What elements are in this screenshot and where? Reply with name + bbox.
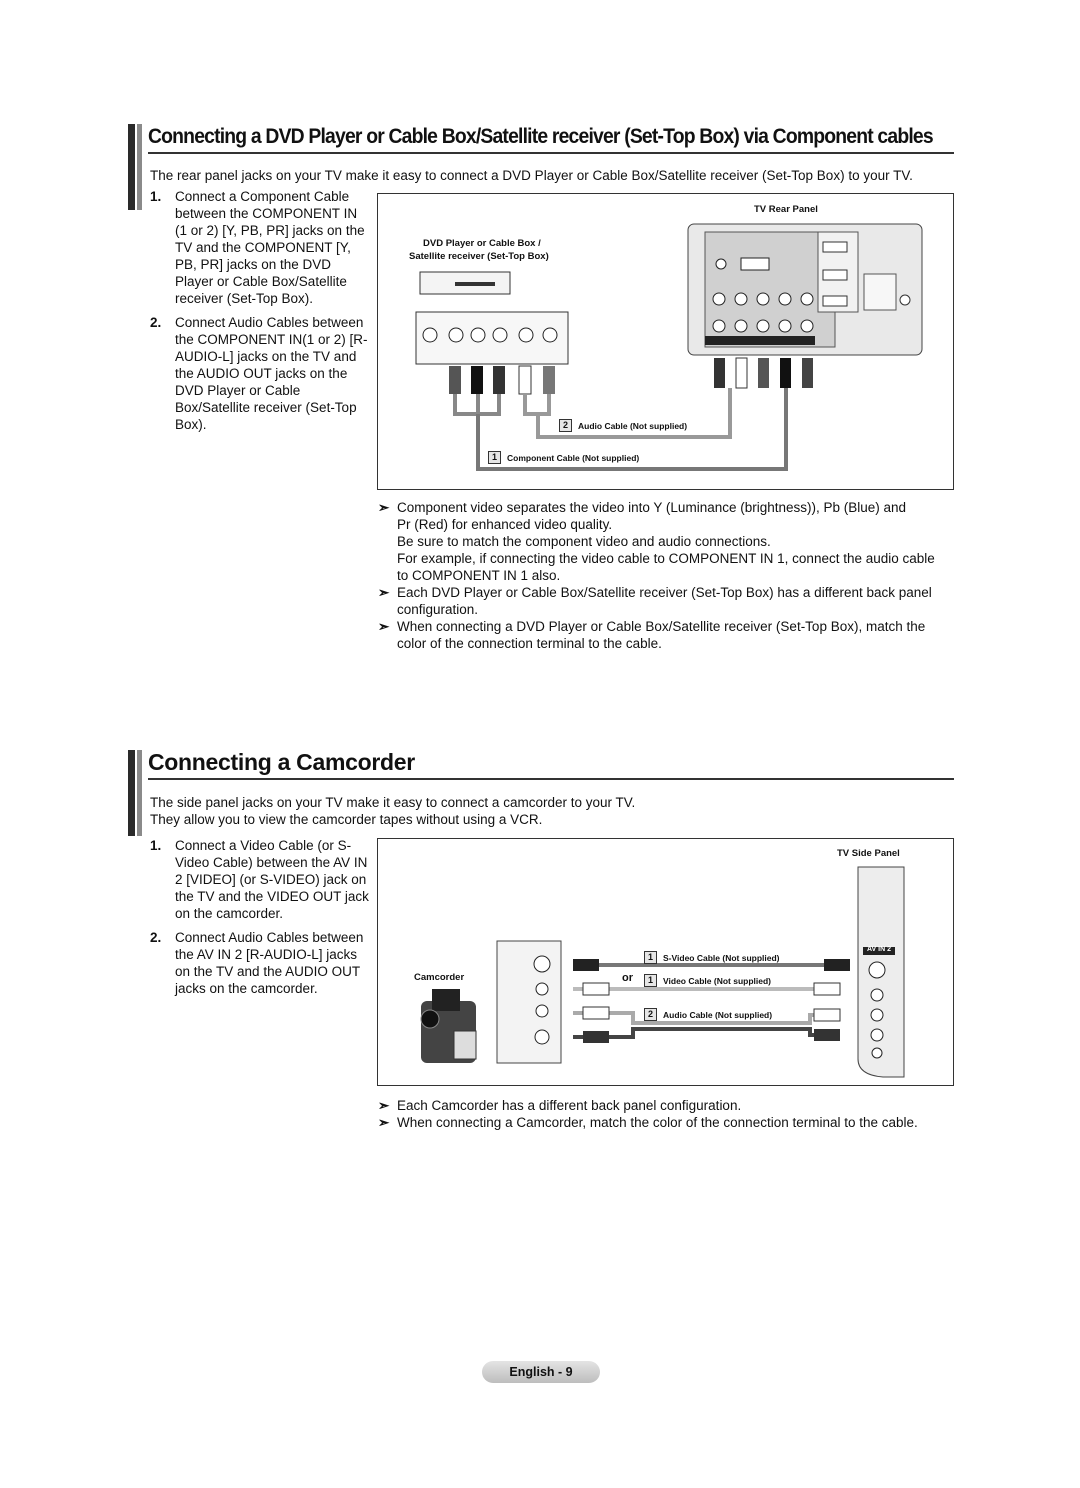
step-item <box>150 314 372 433</box>
section-intro-camcorder-1: The side panel jacks on your TV make it easy to connect a camcorder to your TV. <box>150 795 636 810</box>
camcorder-back-panel <box>497 941 561 1063</box>
audio-cable-number-camcorder: 2 <box>644 1008 657 1021</box>
note-arrow-icon: ➣ <box>378 1098 390 1113</box>
step-text: Connect Audio Cables between the AV IN 2 [R-AUDIO-L] jacks on the TV and the AUDIO OUT jacks on the camcorder. <box>175 930 364 996</box>
note-item <box>378 1114 958 1131</box>
section-intro-camcorder-2: They allow you to view the camcorder tapes without using a VCR. <box>150 812 543 827</box>
audio-cable-number: 2 <box>559 419 572 432</box>
section-title-dvd: Connecting a DVD Player or Cable Box/Satellite receiver (Set-Top Box) via Component cables <box>148 124 933 148</box>
section-rule <box>148 778 954 780</box>
audio-cable-tag <box>559 419 687 432</box>
step-number: 2. <box>150 930 162 945</box>
dvd-connection-diagram <box>377 193 954 490</box>
section-marker <box>128 750 135 836</box>
av-in-label: AV IN 2 <box>867 946 891 953</box>
note-line: Pr (Red) for enhanced video quality. <box>397 517 613 532</box>
step-text: Connect a Video Cable (or S-Video Cable) between the AV IN 2 [VIDEO] (or S-VIDEO) jack on the TV and the VIDEO OUT jack on the camcorder. <box>175 838 369 921</box>
note-arrow-icon: ➣ <box>378 619 390 634</box>
section-title-camcorder: Connecting a Camcorder <box>148 749 415 775</box>
section-rule <box>148 152 954 154</box>
tv-rear-panel-label: TV Rear Panel <box>754 204 818 215</box>
camcorder-body <box>421 989 476 1063</box>
steps-list-camcorder <box>150 837 372 1004</box>
camcorder-connection-diagram <box>377 838 954 1086</box>
tv-side-panel-label: TV Side Panel <box>837 848 900 859</box>
component-cable-tag <box>488 451 639 464</box>
svideo-cable-label: S-Video Cable (Not supplied) <box>663 952 780 963</box>
svideo-cable-number: 1 <box>644 951 657 964</box>
section-marker-shade <box>137 124 142 210</box>
note-item <box>378 618 958 652</box>
video-cable-label: Video Cable (Not supplied) <box>663 975 771 986</box>
note-line: to COMPONENT IN 1 also. <box>397 568 561 583</box>
step-item <box>150 837 372 922</box>
video-cable-number: 1 <box>644 974 657 987</box>
note-line: configuration. <box>397 602 479 617</box>
step-number: 1. <box>150 189 162 204</box>
step-text: Connect a Component Cable between the COMPONENT IN (1 or 2) [Y, PB, PR] jacks on the TV and the COMPONENT [Y, PB, PR] jacks on the DVD Player or Cable Box/Satellite receiver (Set-Top Box). <box>175 189 365 306</box>
or-label: or <box>622 972 633 984</box>
note-line: color of the connection terminal to the cable. <box>397 636 662 651</box>
dvd-device-label-line1: DVD Player or Cable Box / <box>423 238 541 249</box>
dvd-device-label-line2: Satellite receiver (Set-Top Box) <box>409 251 549 262</box>
step-number: 1. <box>150 838 162 853</box>
audio-cable-label-camcorder: Audio Cable (Not supplied) <box>663 1009 773 1020</box>
note-line: Each Camcorder has a different back panel configuration. <box>397 1098 742 1113</box>
step-text: Connect Audio Cables between the COMPONENT IN(1 or 2) [R-AUDIO-L] jacks on the TV and the AUDIO OUT jacks on the DVD Player or Cable Box/Satellite receiver (Set-Top Box). <box>175 315 368 432</box>
audio-cable-tag-camcorder <box>644 1008 772 1021</box>
note-line: Be sure to match the component video and audio connections. <box>397 534 771 549</box>
component-cable-label: Component Cable (Not supplied) <box>507 452 640 463</box>
component-in-strip <box>705 336 815 345</box>
step-item <box>150 929 372 997</box>
note-line: Each DVD Player or Cable Box/Satellite receiver (Set-Top Box) has a different back panel <box>397 585 932 600</box>
hdmi-port-3 <box>823 296 847 306</box>
note-arrow-icon: ➣ <box>378 585 390 600</box>
step-number: 2. <box>150 315 162 330</box>
page-number-badge: English - 9 <box>482 1361 600 1383</box>
tv-jack-block <box>705 232 835 347</box>
camcorder-label: Camcorder <box>414 972 465 983</box>
notes-list-camcorder <box>378 1097 958 1131</box>
video-cable-tag <box>644 974 771 987</box>
step-item <box>150 188 372 307</box>
note-item <box>378 499 958 584</box>
audio-cable-label: Audio Cable (Not supplied) <box>578 420 688 431</box>
tv-audio-out-block <box>864 274 896 310</box>
section-marker-shade <box>137 750 142 836</box>
component-cable-number: 1 <box>488 451 501 464</box>
steps-list-dvd <box>150 188 372 440</box>
note-arrow-icon: ➣ <box>378 1115 390 1130</box>
note-arrow-icon: ➣ <box>378 500 390 515</box>
section-intro-dvd: The rear panel jacks on your TV make it easy to connect a DVD Player or Cable Box/Satellite receiver (Set-Top Box) to your TV. <box>150 168 913 183</box>
notes-list-dvd <box>378 499 958 652</box>
note-item <box>378 584 958 618</box>
hdmi-port-1 <box>823 242 847 252</box>
section-marker <box>128 124 135 210</box>
note-line: When connecting a DVD Player or Cable Box/Satellite receiver (Set-Top Box), match the <box>397 619 926 634</box>
note-line: When connecting a Camcorder, match the color of the connection terminal to the cable. <box>397 1115 918 1130</box>
note-line: Component video separates the video into Y (Luminance (brightness)), Pb (Blue) and <box>397 500 907 515</box>
service-port <box>900 295 910 305</box>
note-item <box>378 1097 958 1114</box>
hdmi-port-2 <box>823 270 847 280</box>
svideo-cable-tag <box>644 951 780 964</box>
note-line: For example, if connecting the video cable to COMPONENT IN 1, connect the audio cable <box>397 551 935 566</box>
